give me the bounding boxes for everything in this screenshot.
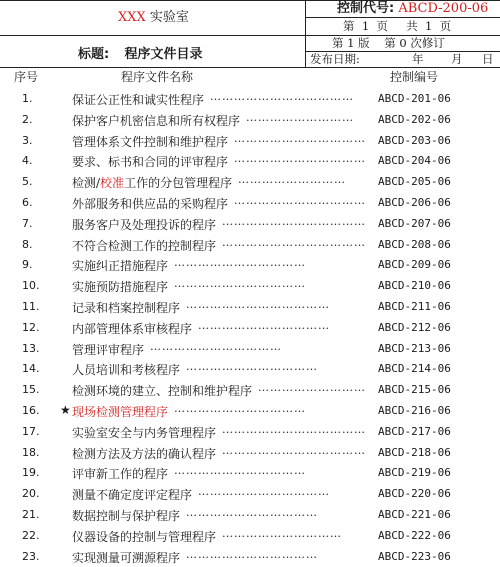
title-label: 标题: [78,47,110,62]
procedure-name: 服务客户及处理投诉的程序 [72,217,217,232]
row-number: 11. [22,300,40,313]
leader-dots: …………………………… [234,152,366,166]
row-number: 7. [22,216,33,230]
page-ye-2: 页 [439,19,452,33]
procedure-name: 现场检测管理程序 [72,405,169,419]
control-code-value: ABCD-200-06 [398,1,489,16]
page-di: 第 [343,19,355,33]
list-item [0,88,500,109]
list-item [0,109,500,130]
control-number: ABCD-203-06 [378,133,451,147]
leader-dots: …………………………… [234,131,366,145]
leader-dots: …………………………… [186,547,318,561]
procedure-name: 仪器设备的控制与管理程序 [72,529,217,544]
procedure-name: 不符合检测工作的控制程序 [72,238,217,253]
control-number: ABCD-209-06 [378,258,451,272]
list-item [0,483,500,504]
control-number: ABCD-205-06 [378,175,451,189]
row-number: 10. [22,279,40,293]
leader-dots: …………………………… [174,277,306,291]
leader-dots: …………………………… [174,402,306,415]
procedure-name: 记录和档案控制程序 [72,301,181,315]
column-name: 程序文件名称 [121,70,194,84]
control-number: ABCD-207-06 [378,216,451,230]
leader-dots: ……………………… [258,381,366,395]
procedure-name-part: 检测/ [72,176,101,191]
control-code-label: 控制代号: [337,1,395,16]
page-gong: 共 [406,19,418,33]
procedure-name: 实现测量可溯源程序 [72,550,181,565]
leader-dots: ………………………… [222,526,342,540]
row-number: 5. [22,175,33,189]
list-item [0,400,500,421]
procedure-name [72,174,232,191]
control-number: ABCD-212-06 [378,320,451,334]
control-number: ABCD-201-06 [378,92,451,105]
row-number: 2. [22,112,33,126]
edition-num: 1 [347,36,355,50]
row-number: 13. [22,341,40,355]
control-number: ABCD-215-06 [378,383,451,397]
leader-dots: …………………………… [174,464,306,478]
leader-dots: …………………………… [174,256,306,270]
row-number: 23. [22,549,40,563]
leader-dots: ……………………………… [186,298,330,311]
control-number: ABCD-219-06 [378,466,451,480]
list-item [0,275,500,296]
header-row1-divider [0,35,305,36]
revision-di: 第 [384,36,396,50]
column-seq: 序号 [14,70,39,84]
procedure-name: 保护客户机密信息和所有权程序 [72,113,241,128]
star-icon: ★ [60,403,71,417]
row-number: 4. [22,154,33,168]
procedure-name: 数据控制与保护程序 [72,509,181,523]
date-year: 年 [412,52,424,66]
list-item [0,213,500,234]
row-number: 9. [22,258,33,272]
edition-ban: 版 [358,36,370,50]
row-number: 14. [22,362,40,376]
lab-name-prefix: XXX [118,10,146,25]
leader-dots: …………………………… [198,318,330,332]
list-item [0,296,500,317]
control-number: ABCD-217-06 [378,424,451,438]
row-number: 12. [22,320,40,334]
row-number: 1. [22,92,33,105]
row-number: 6. [22,196,33,209]
control-number: ABCD-213-06 [378,341,451,355]
title-value: 程序文件目录 [124,47,203,62]
revision-label: 次修订 [410,36,445,50]
list-item [0,254,500,275]
row-number: 15. [22,383,40,397]
row-number: 21. [22,508,40,521]
list-item [0,525,500,546]
procedure-name: 要求、标书和合同的评审程序 [72,155,229,170]
control-number: ABCD-208-06 [378,237,451,251]
procedure-name: 实施纠正措施程序 [72,259,169,274]
leader-dots: ……………………… [246,110,354,124]
header-right-divider-1 [305,17,500,18]
procedure-name: 管理评审程序 [72,342,145,357]
list-item [0,421,500,442]
procedure-name: 内部管理体系审核程序 [72,321,193,336]
list-item [0,442,500,463]
row-number: 19. [22,466,40,480]
list-item [0,462,500,483]
list-item [0,317,500,338]
doc-title [78,45,202,61]
list-item [0,171,500,192]
list-item [0,338,500,359]
procedure-name: 测量不确定度评定程序 [72,488,193,503]
list-item [0,358,500,379]
leader-dots: …………………………… [234,194,366,207]
list-item [0,504,500,525]
control-number: ABCD-202-06 [378,112,451,126]
revision-num: 0 [399,36,407,50]
leader-dots: …………………………… [186,360,318,374]
row-number: 3. [22,133,33,147]
procedure-name-part: 工作的分包管理程序 [124,176,233,191]
page-current: 1 [361,19,370,33]
procedure-name: 实施预防措施程序 [72,280,169,295]
row-number: 8. [22,237,33,251]
row-number: 22. [22,528,40,542]
procedure-name: 检测方法及方法的确认程序 [72,446,217,461]
edition-info [332,38,445,50]
procedure-name: 管理体系文件控制和维护程序 [72,134,229,149]
leader-dots: ……………………………… [210,90,354,103]
list-item [0,379,500,400]
row-number: 16. [22,404,40,417]
control-number: ABCD-204-06 [378,154,451,168]
list-item [0,192,500,213]
leader-dots: ……………………… [238,173,346,187]
header-vertical-divider [305,0,306,67]
procedure-name: 保证公正性和诚实性程序 [72,93,205,107]
row-number: 20. [22,487,40,501]
leader-dots: ……………………………… [222,214,366,228]
leader-dots: …………………………… [150,339,282,353]
page-ye: 页 [376,19,388,33]
list-item [0,150,500,171]
leader-dots: …………………………… [198,485,330,499]
control-number: ABCD-210-06 [378,279,451,293]
date-month: 月 [451,52,463,66]
control-number: ABCD-220-06 [378,487,451,501]
procedure-name-highlight: 校准 [100,176,125,191]
control-code [337,2,488,15]
leader-dots: ……………………………… [222,235,366,249]
procedure-name: 检测环境的建立、控制和维护程序 [72,384,253,399]
control-number: ABCD-206-06 [378,196,451,209]
list-item [0,130,500,151]
procedure-name: 人员培训和考核程序 [72,363,181,378]
list-item [0,546,500,567]
procedure-name: 实验室安全与内务管理程序 [72,425,217,440]
lab-name-suffix: 实验室 [145,10,189,25]
control-number: ABCD-223-06 [378,549,451,563]
header-bottom-border [0,67,500,68]
control-number: ABCD-218-06 [378,445,451,459]
control-number: ABCD-216-06 [378,404,451,417]
procedure-name: 评审新工作的程序 [72,467,169,482]
page-info [343,21,451,33]
list-item [0,234,500,255]
leader-dots: ……………………………… [222,422,366,436]
lab-name [118,11,189,24]
leader-dots: …………………………… [186,506,318,519]
control-number: ABCD-222-06 [378,528,451,542]
issue-date [310,54,360,66]
control-number: ABCD-214-06 [378,362,451,376]
issue-date-label: 发布日期: [310,52,360,66]
row-number: 18. [22,445,40,459]
page-total: 1 [425,19,433,33]
leader-dots: ……………………………… [222,443,366,457]
date-day: 日 [482,52,494,66]
procedure-name: 外部服务和供应品的采购程序 [72,197,229,211]
column-code: 控制编号 [390,70,439,84]
row-number: 17. [22,424,40,438]
control-number: ABCD-211-06 [378,300,451,313]
control-number: ABCD-221-06 [378,508,451,521]
edition-di: 第 [332,36,344,50]
